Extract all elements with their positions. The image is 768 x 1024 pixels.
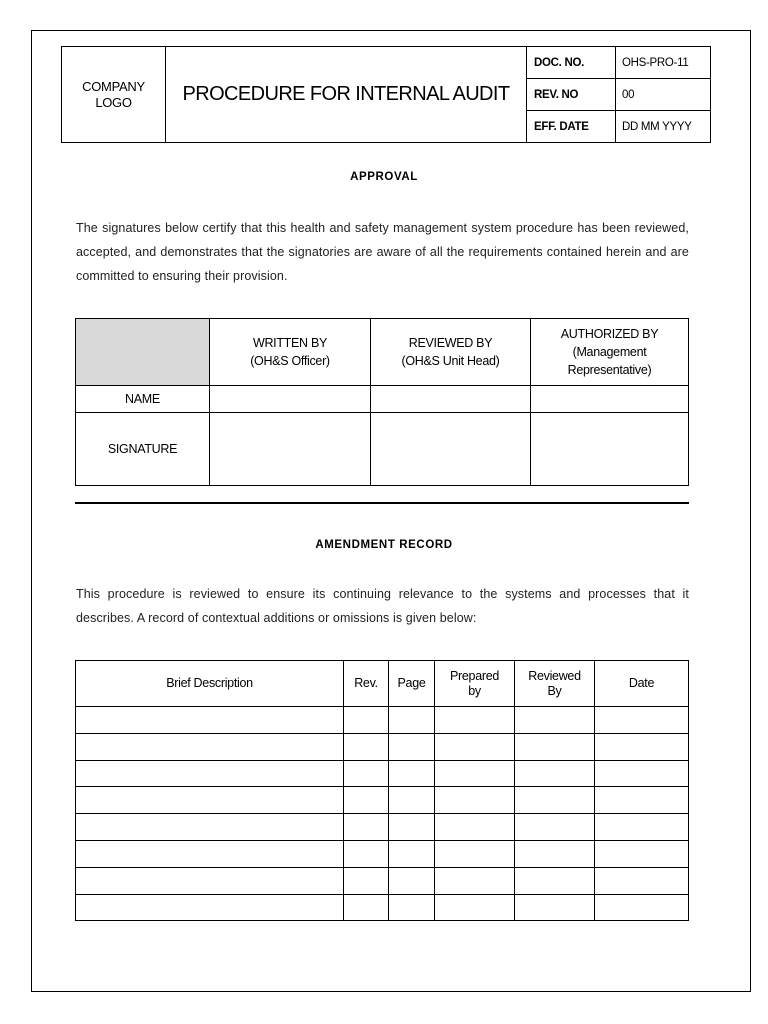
amendment-row xyxy=(76,894,689,921)
amendment-cell[interactable] xyxy=(389,894,435,921)
amendment-cell[interactable] xyxy=(389,814,435,841)
amendment-cell[interactable] xyxy=(595,787,689,814)
amendment-cell[interactable] xyxy=(435,707,515,734)
reviewed-by-name-cell[interactable] xyxy=(371,386,531,413)
amendment-row xyxy=(76,840,689,867)
amendment-cell[interactable] xyxy=(76,894,344,921)
amendment-cell[interactable] xyxy=(595,760,689,787)
amendment-table xyxy=(75,660,689,921)
document-header xyxy=(61,46,711,143)
reviewed-by-title: REVIEWED BY xyxy=(408,336,493,350)
logo-line-2: LOGO xyxy=(95,94,132,110)
eff-date-value: DD MM YYYY xyxy=(616,111,711,143)
amendment-cell[interactable] xyxy=(344,707,389,734)
signature-row-label: SIGNATURE xyxy=(76,413,210,486)
amendment-cell[interactable] xyxy=(344,840,389,867)
amendment-cell[interactable] xyxy=(515,760,595,787)
section-divider xyxy=(75,502,689,504)
amendment-cell[interactable] xyxy=(435,894,515,921)
amendment-row xyxy=(76,814,689,841)
written-by-name-cell[interactable] xyxy=(210,386,371,413)
authorized-by-signature-cell[interactable] xyxy=(531,413,689,486)
amendment-cell[interactable] xyxy=(515,733,595,760)
amendment-cell[interactable] xyxy=(595,707,689,734)
amendment-cell[interactable] xyxy=(595,840,689,867)
reviewed-by-role: (OH&S Unit Head) xyxy=(401,354,500,368)
amendment-cell[interactable] xyxy=(595,867,689,894)
approval-corner-cell xyxy=(76,319,210,386)
amendment-cell[interactable] xyxy=(76,867,344,894)
written-by-signature-cell[interactable] xyxy=(210,413,371,486)
approval-table xyxy=(75,318,689,486)
amendment-cell[interactable] xyxy=(389,733,435,760)
approval-heading: APPROVAL xyxy=(350,171,418,183)
amendment-cell[interactable] xyxy=(76,733,344,760)
amendment-cell[interactable] xyxy=(76,814,344,841)
amendment-row xyxy=(76,707,689,734)
rev-no-value: 00 xyxy=(616,79,711,111)
amendment-cell[interactable] xyxy=(595,814,689,841)
approval-paragraph: The signatures below certify that this health and safety management system procedure has been reviewed, accepted, and demonstrates that the signatories are aware of all the requirements contained herein and are committed to ensuring their provision. xyxy=(76,221,689,283)
col-reviewed-by-label: Reviewed By xyxy=(528,668,581,698)
rev-no-label: REV. NO xyxy=(527,79,616,111)
authorized-by-name-cell[interactable] xyxy=(531,386,689,413)
amendment-cell[interactable] xyxy=(389,867,435,894)
amendment-cell[interactable] xyxy=(435,840,515,867)
col-reviewed-by xyxy=(515,661,595,707)
col-prepared-by xyxy=(435,661,515,707)
col-brief-description: Brief Description xyxy=(76,661,344,707)
doc-no-value: OHS-PRO-11 xyxy=(616,47,711,79)
written-by-header xyxy=(210,319,371,386)
col-date: Date xyxy=(595,661,689,707)
col-rev: Rev. xyxy=(344,661,389,707)
written-by-role: (OH&S Officer) xyxy=(250,354,330,368)
amendment-paragraph: This procedure is reviewed to ensure its continuing relevance to the systems and processes that it describes. A record of contextual additions or omissions is given below: xyxy=(76,587,689,625)
amendment-cell[interactable] xyxy=(344,894,389,921)
document-title: PROCEDURE FOR INTERNAL AUDIT xyxy=(166,47,527,143)
amendment-cell[interactable] xyxy=(76,707,344,734)
amendment-cell[interactable] xyxy=(515,787,595,814)
company-logo-placeholder xyxy=(62,47,166,143)
amendment-cell[interactable] xyxy=(595,733,689,760)
amendment-heading: AMENDMENT RECORD xyxy=(315,539,453,551)
amendment-cell[interactable] xyxy=(515,814,595,841)
amendment-row xyxy=(76,787,689,814)
amendment-row xyxy=(76,867,689,894)
amendment-cell[interactable] xyxy=(389,787,435,814)
amendment-row xyxy=(76,760,689,787)
amendment-cell[interactable] xyxy=(76,787,344,814)
amendment-cell[interactable] xyxy=(389,840,435,867)
amendment-rows xyxy=(76,707,689,921)
amendment-cell[interactable] xyxy=(435,760,515,787)
doc-no-label: DOC. NO. xyxy=(527,47,616,79)
authorized-by-title: AUTHORIZED BY xyxy=(560,327,659,341)
amendment-cell[interactable] xyxy=(515,707,595,734)
amendment-cell[interactable] xyxy=(344,867,389,894)
amendment-cell[interactable] xyxy=(76,760,344,787)
reviewed-by-header xyxy=(371,319,531,386)
amendment-row xyxy=(76,733,689,760)
authorized-by-header xyxy=(531,319,689,386)
amendment-cell[interactable] xyxy=(344,760,389,787)
amendment-cell[interactable] xyxy=(595,894,689,921)
amendment-cell[interactable] xyxy=(435,814,515,841)
amendment-cell[interactable] xyxy=(435,867,515,894)
eff-date-label: EFF. DATE xyxy=(527,111,616,143)
amendment-cell[interactable] xyxy=(435,787,515,814)
amendment-cell[interactable] xyxy=(344,733,389,760)
amendment-cell[interactable] xyxy=(389,707,435,734)
name-row-label: NAME xyxy=(76,386,210,413)
amendment-cell[interactable] xyxy=(344,814,389,841)
amendment-cell[interactable] xyxy=(515,867,595,894)
written-by-title: WRITTEN BY xyxy=(252,336,328,350)
col-page: Page xyxy=(389,661,435,707)
amendment-cell[interactable] xyxy=(76,840,344,867)
amendment-cell[interactable] xyxy=(515,894,595,921)
amendment-cell[interactable] xyxy=(515,840,595,867)
reviewed-by-signature-cell[interactable] xyxy=(371,413,531,486)
authorized-by-role: (Management Representative) xyxy=(567,345,652,377)
amendment-cell[interactable] xyxy=(344,787,389,814)
logo-line-1: COMPANY xyxy=(82,78,145,94)
col-prepared-by-label: Prepared by xyxy=(449,668,500,698)
amendment-cell[interactable] xyxy=(435,733,515,760)
amendment-cell[interactable] xyxy=(389,760,435,787)
